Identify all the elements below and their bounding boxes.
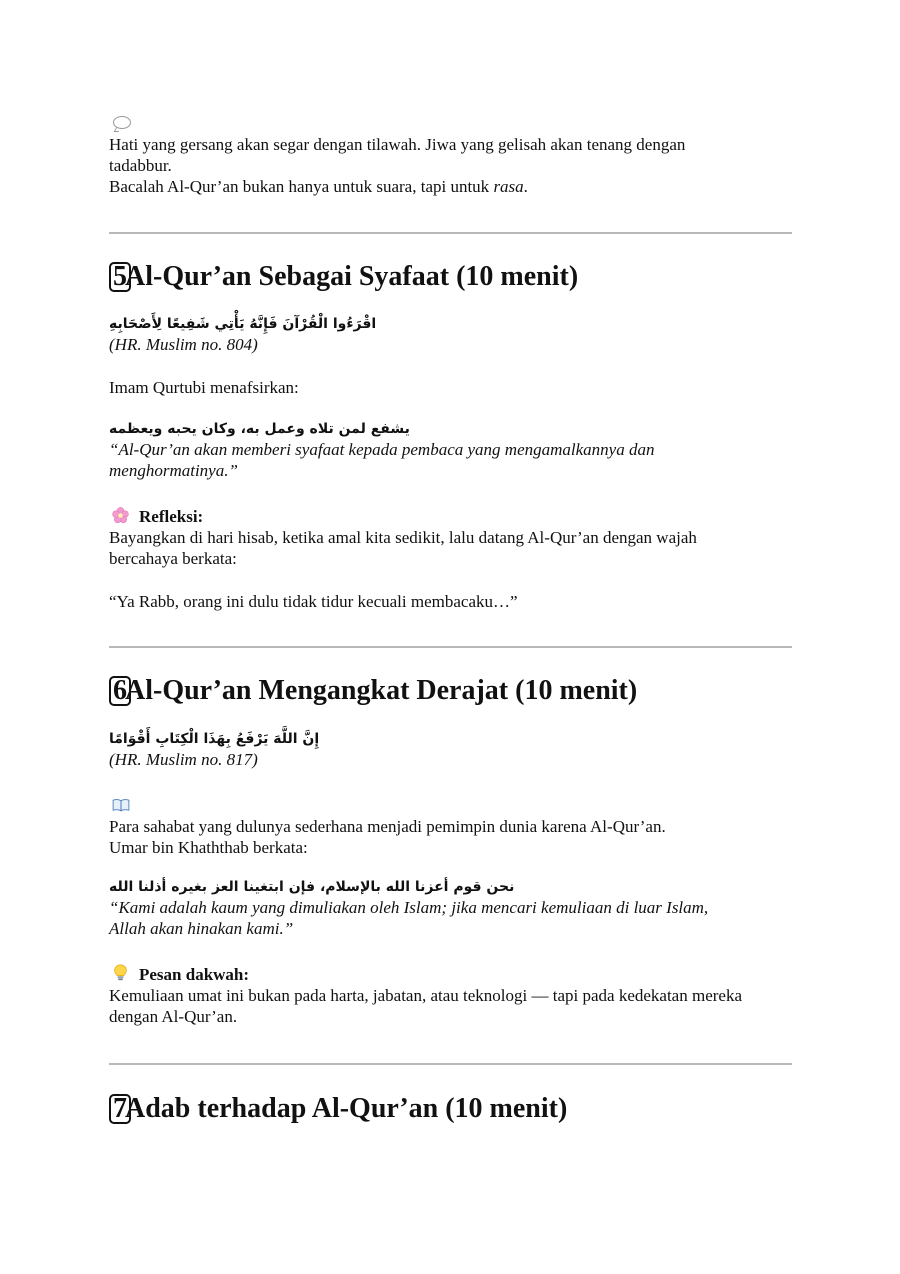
section-5-tafsir-translation-2: menghormatinya.”: [109, 461, 238, 480]
refleksi-line-2: bercahaya berkata:: [109, 549, 237, 568]
section-6-heading: [109, 675, 637, 707]
speech-bubble-icon: [113, 116, 131, 129]
section-6-pesan: [109, 964, 792, 1027]
section-5-heading: [109, 261, 578, 293]
section-6-umar-quote: [109, 877, 792, 939]
pesan-label: Pesan dakwah:: [139, 965, 250, 984]
intro-paragraph: [109, 134, 792, 197]
section-6-paragraph: [109, 816, 792, 858]
section-6-hadith-arabic: إِنَّ اللَّهَ يَرْفَعُ بِهَذَا الْكِتَابِ أَقْوَامًا: [109, 731, 320, 747]
refleksi-label: Refleksi:: [139, 507, 204, 526]
section-7-title: Adab terhadap Al-Qur’an (10 menit): [125, 1093, 568, 1124]
section-5-quote: [109, 591, 792, 612]
intro-line-1: Hati yang gersang akan segar dengan tilawah. Jiwa yang gelisah akan tenang dengan: [109, 135, 686, 154]
intro-line-3-text: Bacalah Al-Qur’an bukan hanya untuk suara, tapi untuk: [109, 177, 494, 196]
divider: [109, 232, 792, 234]
intro-line-2: tadabbur.: [109, 156, 172, 175]
section-7-number: 7: [109, 1094, 131, 1124]
umar-translation-2: Allah akan hinakan kami.”: [109, 919, 294, 938]
intro-emphasis: rasa: [493, 177, 524, 196]
section-5-tafsir: [109, 377, 792, 398]
divider: [109, 646, 792, 648]
section-6-hadith: [109, 729, 792, 770]
section-6-para-2: Umar bin Khaththab berkata:: [109, 838, 308, 857]
pesan-line-2: dengan Al-Qur’an.: [109, 1007, 238, 1026]
section-5-refleksi: [109, 506, 792, 569]
section-5-tafsir-arabic: يشفع لمن تلاه وعمل به، وكان يحبه ويعظمه: [109, 421, 410, 437]
section-5-tafsir-translation-1: “Al-Qur’an akan memberi syafaat kepada pembaca yang mengamalkannya dan: [109, 440, 655, 459]
section-5-hadith-ref: (HR. Muslim no. 804): [109, 335, 258, 354]
intro-line-3: [109, 176, 792, 197]
section-6-title: Al-Qur’an Mengangkat Derajat (10 menit): [125, 675, 638, 706]
section-5-number: 5: [109, 262, 131, 292]
section-5-tafsir-intro: Imam Qurtubi menafsirkan:: [109, 378, 299, 397]
section-7-heading: [109, 1093, 567, 1125]
refleksi-quote: “Ya Rabb, orang ini dulu tidak tidur kecuali membacaku…”: [109, 592, 518, 611]
open-book-icon: [112, 798, 130, 812]
umar-arabic: نحن قوم أعزنا الله بالإسلام، فإن ابتغينا العز بغيره أذلنا الله: [109, 879, 515, 895]
section-5-hadith-arabic: اقْرَءُوا الْقُرْآنَ فَإِنَّهُ يَأْتِي شَفِيعًا لِأَصْحَابِهِ: [109, 316, 377, 332]
section-5-title: Al-Qur’an Sebagai Syafaat (10 menit): [125, 261, 579, 292]
section-6-hadith-ref: (HR. Muslim no. 817): [109, 750, 258, 769]
pesan-label-line: [109, 964, 792, 985]
section-5-tafsir-body: [109, 419, 792, 481]
divider: [109, 1063, 792, 1065]
umar-translation-1: “Kami adalah kaum yang dimuliakan oleh Islam; jika mencari kemuliaan di luar Islam,: [109, 898, 709, 917]
pesan-line-1: Kemuliaan umat ini bukan pada harta, jabatan, atau teknologi — tapi pada kedekatan mereka: [109, 986, 743, 1005]
section-6-para-1: Para sahabat yang dulunya sederhana menjadi pemimpin dunia karena Al-Qur’an.: [109, 817, 666, 836]
refleksi-line-1: Bayangkan di hari hisab, ketika amal kita sedikit, lalu datang Al-Qur’an dengan wajah: [109, 528, 697, 547]
refleksi-label-line: [109, 506, 792, 527]
section-6-number: 6: [109, 676, 131, 706]
intro-line-3-end: .: [523, 177, 528, 196]
section-5-hadith: [109, 314, 792, 355]
